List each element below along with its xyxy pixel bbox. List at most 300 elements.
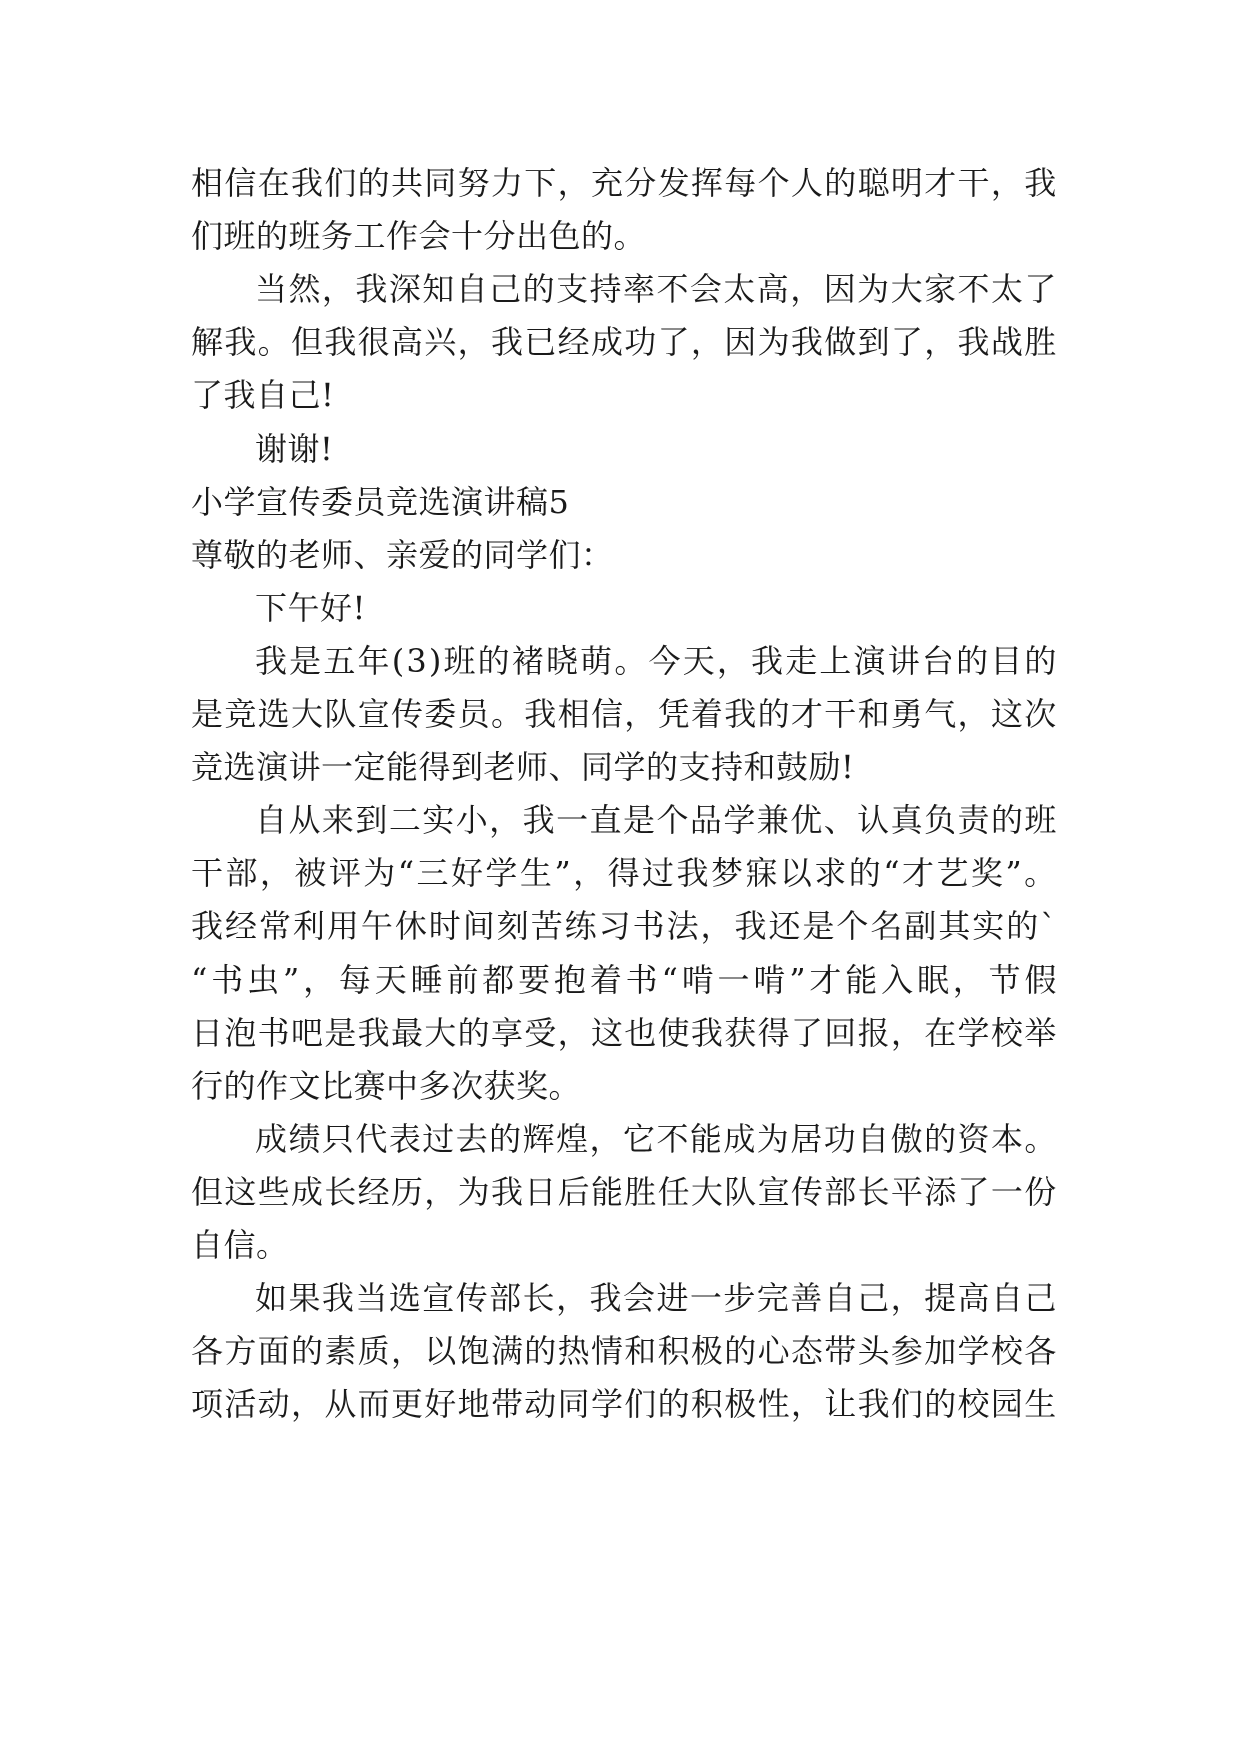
text-line — [191, 853, 1057, 893]
glyph: 上 — [819, 641, 852, 680]
glyph: 这 — [990, 695, 1024, 733]
glyph: 方 — [224, 1332, 257, 1371]
glyph: 我 — [355, 270, 388, 309]
glyph: 是 — [622, 801, 656, 840]
glyph: 学 — [723, 801, 756, 840]
glyph: 书 — [632, 907, 666, 946]
glyph: 深 — [388, 270, 422, 309]
glyph: ， — [290, 1385, 324, 1424]
text-line — [191, 322, 1057, 362]
glyph: 如 — [255, 1279, 288, 1318]
glyph: 日 — [524, 1172, 557, 1211]
salutation: 尊敬的老师、亲爱的同学们： — [191, 535, 614, 574]
glyph: 勇 — [890, 695, 924, 733]
glyph: 居 — [790, 1119, 823, 1158]
glyph: 目 — [990, 641, 1023, 680]
glyph: 到 — [857, 323, 891, 362]
glyph: 完 — [756, 1279, 790, 1318]
glyph: 我 — [290, 164, 324, 202]
glyph: 了 — [957, 1172, 991, 1211]
glyph: 的 — [290, 1332, 324, 1371]
glyph: ， — [890, 1279, 924, 1318]
glyph: 是 — [324, 1013, 357, 1052]
glyph: 着 — [589, 960, 623, 999]
glyph: 我 — [1024, 164, 1057, 202]
glyph: 天 — [374, 960, 408, 999]
glyph: 了 — [1024, 270, 1057, 309]
glyph: ` — [1040, 907, 1057, 946]
glyph: 部 — [489, 1279, 522, 1318]
glyph: 好 — [450, 854, 484, 893]
text-line: 们班的班务工作会十分出色的。 — [191, 217, 647, 256]
glyph: 明 — [890, 164, 924, 202]
glyph: “ — [397, 854, 415, 893]
glyph: 长 — [324, 1172, 357, 1211]
glyph: 天 — [682, 641, 716, 680]
glyph: 些 — [257, 1172, 291, 1211]
text-line — [191, 1013, 1057, 1053]
glyph: 委 — [424, 695, 457, 733]
glyph: 学 — [590, 1385, 624, 1424]
glyph: “ — [191, 960, 208, 999]
glyph: 。 — [1024, 1119, 1057, 1158]
text-line: 竞选演讲一定能得到老师、同学的支持和鼓励! — [191, 748, 855, 787]
glyph: 相 — [557, 695, 591, 733]
glyph: 艺 — [936, 854, 969, 893]
glyph: 的 — [522, 270, 556, 309]
glyph: 煌 — [556, 1119, 589, 1158]
glyph: 项 — [191, 1385, 224, 1424]
glyph: 今 — [648, 641, 682, 680]
glyph: 负 — [924, 801, 957, 840]
glyph: 了 — [790, 1013, 824, 1052]
glyph: 被 — [294, 854, 327, 893]
glyph: 年 — [357, 641, 391, 680]
glyph: 己 — [489, 270, 522, 309]
glyph: 它 — [622, 1119, 656, 1158]
glyph: 素 — [324, 1332, 357, 1371]
glyph: 动 — [524, 1385, 557, 1424]
glyph: 受 — [524, 1013, 557, 1052]
glyph: 五 — [323, 641, 356, 680]
glyph: 不 — [656, 1119, 689, 1158]
glyph: 获 — [724, 1013, 757, 1052]
text-line — [191, 1119, 1057, 1159]
glyph: 家 — [924, 270, 957, 309]
glyph: 品 — [689, 801, 723, 840]
glyph: 睡 — [410, 960, 444, 999]
glyph: 队 — [724, 1172, 757, 1211]
glyph: 这 — [590, 1013, 624, 1052]
glyph: 的 — [848, 854, 882, 893]
glyph: 加 — [924, 1332, 957, 1371]
glyph: 习 — [598, 907, 632, 946]
glyph: 为 — [757, 323, 791, 362]
glyph: 书 — [211, 960, 244, 999]
glyph: 名 — [870, 907, 903, 946]
glyph: ， — [259, 854, 293, 893]
glyph: 啃 — [753, 960, 786, 999]
glyph: 充 — [590, 164, 624, 202]
glyph: 竞 — [224, 695, 257, 733]
glyph: 步 — [723, 1279, 756, 1318]
glyph: 我 — [734, 907, 768, 946]
glyph: 以 — [424, 1332, 457, 1371]
glyph: 是 — [289, 641, 322, 680]
glyph: 、 — [823, 801, 857, 840]
glyph: 干 — [191, 854, 224, 893]
glyph: 求 — [814, 854, 847, 893]
glyph: 书 — [257, 1013, 291, 1052]
glyph: 班 — [443, 641, 476, 680]
glyph: 队 — [324, 695, 357, 733]
text-line — [191, 1172, 1057, 1212]
glyph: 的 — [924, 1119, 957, 1158]
glyph: 本 — [990, 1119, 1024, 1158]
glyph: 做 — [824, 323, 857, 362]
glyph: 直 — [589, 801, 623, 840]
glyph: 是 — [802, 907, 835, 946]
glyph: 为 — [857, 270, 890, 309]
glyph: 我 — [490, 323, 524, 362]
glyph: 表 — [388, 1119, 422, 1158]
glyph: 我 — [224, 323, 257, 362]
glyph: 信 — [224, 164, 257, 202]
glyph: 的 — [524, 1332, 557, 1371]
glyph: 的 — [824, 164, 857, 202]
glyph: 的 — [489, 1119, 522, 1158]
glyph: 啃 — [681, 960, 715, 999]
glyph: 休 — [394, 907, 428, 946]
glyph: 同 — [424, 164, 457, 202]
glyph: 因 — [823, 270, 857, 309]
glyph: 历 — [390, 1172, 424, 1211]
glyph: 头 — [857, 1332, 891, 1371]
glyph: ， — [957, 695, 991, 733]
glyph: 我 — [490, 1172, 524, 1211]
glyph: 和 — [624, 1332, 657, 1371]
glyph: 了 — [890, 323, 924, 362]
glyph: 只 — [321, 1119, 355, 1158]
glyph: ( — [391, 641, 405, 680]
glyph: 带 — [824, 1332, 857, 1371]
glyph: 的 — [956, 641, 989, 680]
glyph: 得 — [607, 854, 641, 893]
glyph: ， — [990, 164, 1024, 202]
glyph: 3 — [406, 641, 428, 680]
text-line — [191, 694, 1057, 734]
glyph: 假 — [1024, 960, 1057, 999]
glyph: 实 — [422, 801, 455, 840]
glyph: ， — [924, 323, 957, 362]
glyph: 态 — [790, 1332, 824, 1371]
glyph: 练 — [564, 907, 598, 946]
glyph: 副 — [904, 907, 937, 946]
glyph: 能 — [689, 1119, 723, 1158]
glyph: 让 — [824, 1385, 857, 1424]
glyph: 我 — [589, 1279, 623, 1318]
glyph: 褚 — [511, 641, 545, 680]
glyph: 才 — [809, 960, 842, 999]
glyph: 过 — [642, 854, 675, 893]
glyph: 为 — [457, 1172, 491, 1211]
glyph: 常 — [258, 907, 292, 946]
glyph: 我 — [522, 801, 556, 840]
glyph: 实 — [972, 907, 1005, 946]
glyph: ， — [390, 1332, 424, 1371]
glyph: ， — [424, 1172, 457, 1211]
glyph: 而 — [357, 1385, 391, 1424]
glyph: 传 — [390, 695, 424, 733]
text-line: 下午好! — [255, 588, 366, 627]
glyph: 了 — [657, 323, 691, 362]
text-line — [191, 1331, 1057, 1371]
glyph: 挥 — [690, 164, 724, 202]
glyph: 传 — [790, 1172, 824, 1211]
glyph: 的 — [477, 641, 511, 680]
glyph: 极 — [724, 1385, 757, 1424]
glyph: 会 — [622, 1279, 656, 1318]
glyph: 发 — [657, 164, 691, 202]
glyph: “ — [883, 854, 901, 893]
glyph: 校 — [990, 1013, 1024, 1052]
glyph: 使 — [657, 1013, 691, 1052]
glyph: 己 — [1024, 1279, 1057, 1318]
glyph: 前 — [446, 960, 479, 999]
glyph: 相 — [191, 164, 224, 202]
glyph: 情 — [590, 1332, 624, 1371]
glyph: 饱 — [457, 1332, 491, 1371]
glyph: 不 — [957, 270, 991, 309]
glyph: 气 — [924, 695, 957, 733]
glyph: 当 — [355, 1279, 388, 1318]
glyph: 也 — [624, 1013, 657, 1052]
glyph: 我 — [676, 854, 709, 893]
glyph: 学 — [957, 1013, 991, 1052]
glyph: 演 — [853, 641, 887, 680]
glyph: 举 — [1024, 1013, 1057, 1052]
glyph: 眠 — [916, 960, 950, 999]
glyph: ， — [790, 1385, 824, 1424]
glyph: 极 — [690, 1332, 724, 1371]
glyph: 时 — [428, 907, 462, 946]
glyph: 们 — [324, 164, 357, 202]
glyph: 员 — [457, 695, 491, 733]
glyph: ， — [557, 164, 591, 202]
glyph: 一 — [990, 1172, 1024, 1211]
glyph: 动 — [257, 1385, 291, 1424]
glyph: 从 — [324, 1385, 357, 1424]
glyph: 。 — [1024, 854, 1057, 893]
glyph: 部 — [824, 1172, 857, 1211]
text-line: 了我自己! — [191, 376, 335, 415]
glyph: 傲 — [890, 1119, 924, 1158]
glyph: ” — [554, 854, 572, 893]
glyph: 心 — [757, 1332, 791, 1371]
glyph: 每 — [338, 960, 372, 999]
glyph: 我 — [751, 641, 784, 680]
glyph: 们 — [890, 1385, 924, 1424]
glyph: 战 — [990, 323, 1024, 362]
glyph: 高 — [957, 1279, 991, 1318]
glyph: 校 — [957, 1385, 991, 1424]
glyph: 性 — [757, 1385, 791, 1424]
glyph: 我 — [857, 1385, 891, 1424]
glyph: 自 — [990, 1279, 1024, 1318]
glyph: 自 — [255, 801, 288, 840]
glyph: 辉 — [522, 1119, 556, 1158]
glyph: 虫 — [247, 960, 280, 999]
glyph: 一 — [689, 1279, 723, 1318]
glyph: 但 — [191, 1172, 224, 1211]
text-line — [191, 960, 1057, 1000]
glyph: 经 — [557, 323, 591, 362]
glyph: ， — [790, 270, 823, 309]
glyph: 积 — [657, 1332, 691, 1371]
glyph: 的 — [924, 1385, 957, 1424]
glyph: 资 — [957, 1119, 991, 1158]
glyph: ， — [700, 907, 734, 946]
glyph: 。 — [614, 641, 647, 680]
glyph: 刻 — [496, 907, 530, 946]
glyph: 最 — [390, 1013, 424, 1052]
glyph: 进 — [656, 1279, 689, 1318]
glyph: 善 — [790, 1279, 823, 1318]
glyph: 的 — [657, 1385, 691, 1424]
glyph: 长 — [857, 1172, 891, 1211]
glyph: ， — [573, 854, 606, 893]
glyph: 大 — [690, 1172, 724, 1211]
glyph: 来 — [321, 801, 355, 840]
glyph: 晓 — [546, 641, 579, 680]
glyph: 自 — [857, 1119, 890, 1158]
glyph: 享 — [490, 1013, 524, 1052]
glyph: 自 — [455, 270, 489, 309]
glyph: 日 — [191, 1013, 224, 1052]
glyph: ， — [690, 323, 724, 362]
glyph: 我 — [524, 695, 557, 733]
glyph: 。 — [257, 323, 291, 362]
glyph: ， — [556, 1279, 589, 1318]
text-line: 行的作文比赛中多次获奖。 — [191, 1066, 582, 1105]
glyph: 生 — [519, 854, 553, 893]
glyph: 的 — [457, 1013, 491, 1052]
glyph: 回 — [824, 1013, 857, 1052]
glyph: 绩 — [288, 1119, 321, 1158]
glyph: 还 — [768, 907, 801, 946]
glyph: 兼 — [756, 801, 790, 840]
glyph: ， — [890, 1013, 924, 1052]
glyph: 我 — [321, 1279, 355, 1318]
glyph: ， — [303, 960, 336, 999]
glyph: 持 — [589, 270, 623, 309]
text-line — [191, 641, 1057, 681]
glyph: 成 — [255, 1119, 288, 1158]
glyph: 泡 — [224, 1013, 257, 1052]
glyph: 满 — [490, 1332, 524, 1371]
glyph: 经 — [357, 1172, 391, 1211]
glyph: 抱 — [553, 960, 587, 999]
text-line: 自信。 — [191, 1226, 289, 1264]
glyph: 萌 — [580, 641, 613, 680]
glyph: 法 — [666, 907, 700, 946]
glyph: 以 — [779, 854, 813, 893]
glyph: 共 — [390, 164, 424, 202]
glyph: 台 — [921, 641, 955, 680]
glyph: 兴 — [424, 323, 457, 362]
text-line — [191, 906, 1057, 946]
glyph: 添 — [924, 1172, 957, 1211]
glyph: 大 — [424, 1013, 457, 1052]
glyph: 优 — [790, 801, 823, 840]
text-line — [191, 269, 1057, 309]
glyph: ， — [457, 323, 491, 362]
glyph: 努 — [457, 164, 491, 202]
glyph: ， — [716, 641, 750, 680]
glyph: 但 — [290, 323, 324, 362]
glyph: ” — [1005, 854, 1023, 893]
glyph: 人 — [790, 164, 824, 202]
glyph: ， — [624, 695, 657, 733]
glyph: 才 — [924, 164, 957, 202]
glyph: 讲 — [887, 641, 921, 680]
glyph: 提 — [924, 1279, 957, 1318]
glyph: 我 — [324, 323, 357, 362]
glyph: 更 — [390, 1385, 424, 1424]
text-line — [191, 1384, 1057, 1424]
glyph: 大 — [290, 695, 324, 733]
glyph: 能 — [590, 1172, 624, 1211]
glyph: 从 — [288, 801, 321, 840]
glyph: 的 — [1006, 907, 1039, 946]
glyph: 支 — [556, 270, 589, 309]
glyph: 吧 — [290, 1013, 324, 1052]
glyph: 小 — [455, 801, 489, 840]
glyph: 平 — [890, 1172, 924, 1211]
glyph: 己 — [857, 1279, 890, 1318]
glyph: 聪 — [857, 164, 891, 202]
glyph: 高 — [756, 270, 790, 309]
glyph: 走 — [785, 641, 818, 680]
glyph: 梦 — [710, 854, 744, 893]
glyph: 高 — [390, 323, 424, 362]
glyph: 凭 — [657, 695, 691, 733]
glyph: 热 — [557, 1332, 591, 1371]
glyph: 地 — [457, 1385, 491, 1424]
glyph: 三 — [416, 854, 450, 893]
glyph: 同 — [557, 1385, 591, 1424]
glyph: 的 — [757, 695, 791, 733]
glyph: 真 — [890, 801, 924, 840]
glyph: 带 — [490, 1385, 524, 1424]
glyph: 成 — [723, 1119, 756, 1158]
glyph: 选 — [388, 1279, 422, 1318]
text-line — [191, 163, 1057, 203]
glyph: 长 — [522, 1279, 556, 1318]
glyph: 宣 — [422, 1279, 455, 1318]
glyph: 寐 — [745, 854, 778, 893]
glyph: 园 — [990, 1385, 1024, 1424]
glyph: 都 — [482, 960, 515, 999]
glyph: 好 — [424, 1385, 457, 1424]
glyph: 报 — [857, 1013, 891, 1052]
glyph: 经 — [224, 907, 258, 946]
glyph: 节 — [988, 960, 1022, 999]
glyph: 力 — [490, 164, 524, 202]
glyph: 。 — [490, 695, 524, 733]
text-line — [191, 1278, 1057, 1318]
glyph: 次 — [1024, 695, 1057, 733]
